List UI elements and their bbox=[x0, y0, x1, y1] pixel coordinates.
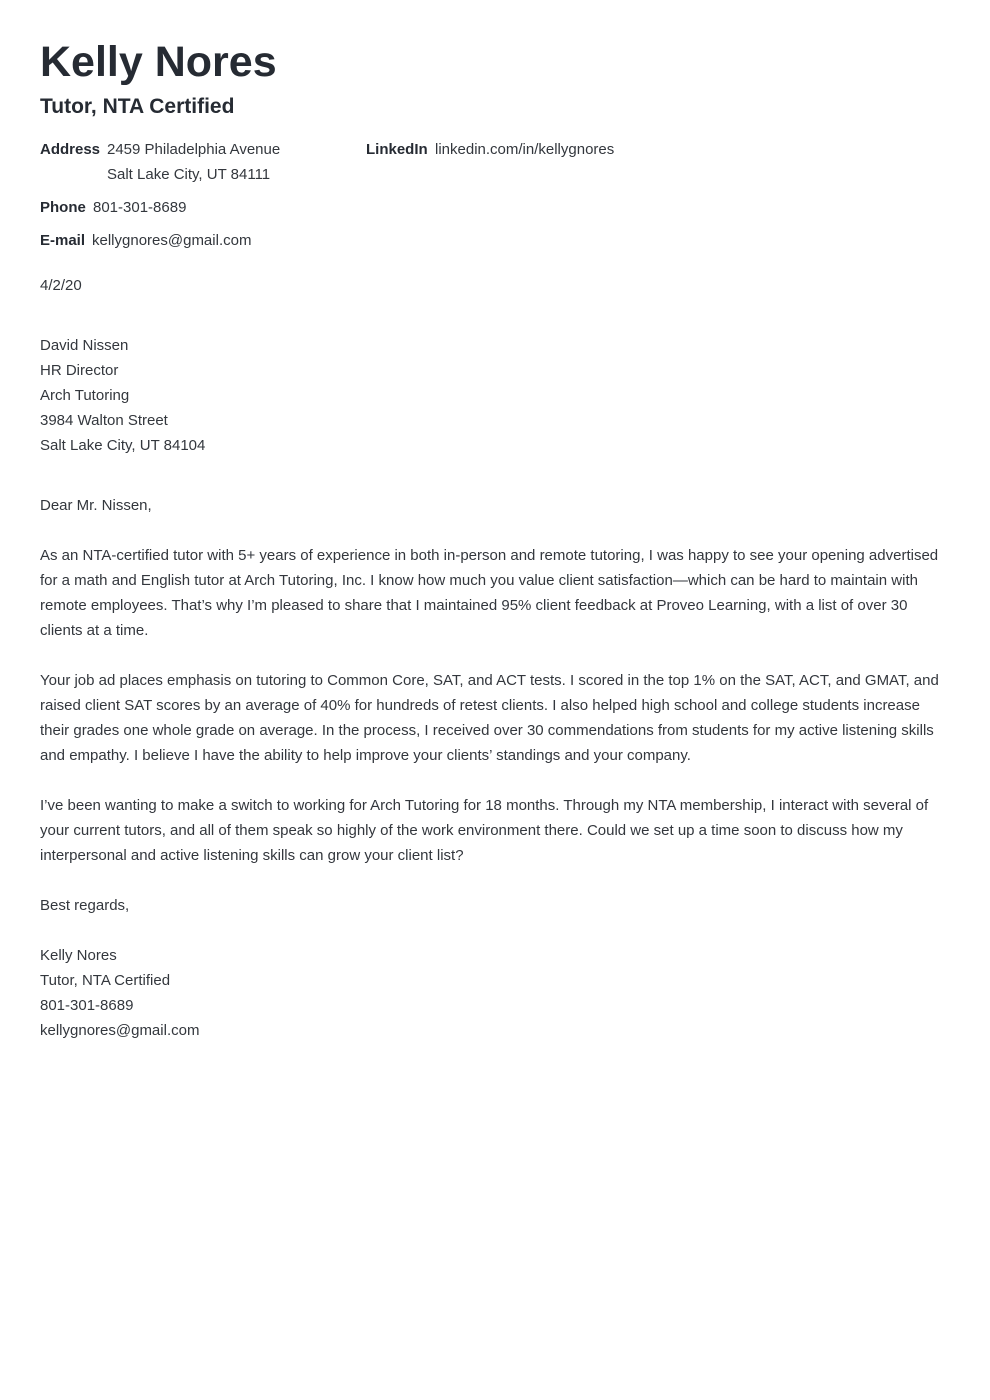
email-value[interactable]: kellygnores@gmail.com bbox=[92, 232, 252, 249]
salutation: Dear Mr. Nissen, bbox=[40, 497, 152, 514]
signature-email: kellygnores@gmail.com bbox=[40, 1022, 200, 1039]
contact-linkedin bbox=[366, 137, 614, 162]
linkedin-value[interactable]: linkedin.com/in/kellygnores bbox=[435, 141, 615, 158]
email-label: E-mail bbox=[40, 232, 86, 249]
recipient-city: Salt Lake City, UT 84104 bbox=[40, 437, 206, 454]
body-paragraph-1: As an NTA-certified tutor with 5+ years of experience in both in-person and remote tutoring, I was happy to see your opening advertised for a math and English tutor at Arch Tutoring, Inc. I know how much you value client satisfaction—which can be hard to maintain with remote employees. That’s why I’m pleased to share that I maintained 95% client feedback at Proveo Learning, with a list of over 30 clients at a time. bbox=[40, 547, 939, 639]
linkedin-label: LinkedIn bbox=[366, 141, 428, 158]
contact-address bbox=[40, 137, 280, 187]
address-label: Address bbox=[40, 141, 101, 158]
signature-title: Tutor, NTA Certified bbox=[40, 972, 171, 989]
recipient-street: 3984 Walton Street bbox=[40, 412, 168, 429]
closing: Best regards, bbox=[40, 897, 130, 914]
address-line-2: Salt Lake City, UT 84111 bbox=[107, 166, 271, 183]
letter-date: 4/2/20 bbox=[40, 277, 82, 294]
address-value bbox=[107, 137, 280, 187]
contact-email bbox=[40, 228, 251, 253]
recipient-block bbox=[40, 333, 945, 458]
phone-label: Phone bbox=[40, 199, 86, 216]
contact-phone bbox=[40, 195, 186, 220]
letter-body bbox=[40, 273, 945, 1043]
recipient-company: Arch Tutoring bbox=[40, 387, 130, 404]
body-paragraph-3: I’ve been wanting to make a switch to working for Arch Tutoring for 18 months. Through my NTA membership, I interact with several of your current tutors, and all of them speak so highly of the work environment there. Could we set up a time soon to discuss how my interpersonal and active listening skills can grow your client list? bbox=[40, 797, 929, 864]
signature-phone: 801-301-8689 bbox=[40, 997, 134, 1014]
address-line-1: 2459 Philadelphia Avenue bbox=[107, 141, 281, 158]
signature-name: Kelly Nores bbox=[40, 947, 117, 964]
body-paragraph-2: Your job ad places emphasis on tutoring to Common Core, SAT, and ACT tests. I scored in the top 1% on the SAT, ACT, and GMAT, and raised client SAT scores by an average of 40% for hundreds of retest clients. I also helped high school and college students increase their grades one whole grade on average. In the process, I received over 30 commendations from students for my active listening skills and empathy. I believe I have the ability to help improve your clients’ standings and your company. bbox=[40, 672, 939, 764]
recipient-name: David Nissen bbox=[40, 337, 129, 354]
applicant-name: Kelly Nores bbox=[40, 38, 277, 86]
signature-block bbox=[40, 943, 945, 1043]
recipient-role: HR Director bbox=[40, 362, 119, 379]
applicant-title: Tutor, NTA Certified bbox=[40, 95, 235, 118]
phone-value: 801-301-8689 bbox=[93, 199, 187, 216]
